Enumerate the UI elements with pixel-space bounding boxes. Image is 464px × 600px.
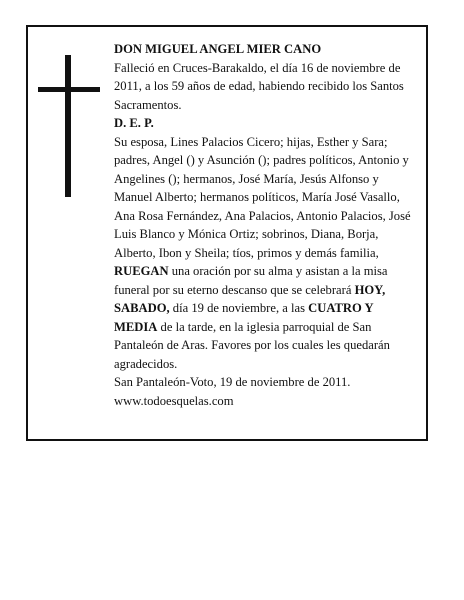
time-bold: CUATRO Y MEDIA [114, 301, 374, 334]
funeral-request [114, 262, 414, 373]
cross-icon [38, 55, 100, 197]
obituary-text [114, 40, 414, 410]
cross-vertical-bar [65, 55, 71, 197]
request-text: una oración por su alma y asistan a la misa funeral por su eterno descanso que se celebrará [114, 264, 388, 297]
death-notice: Falleció en Cruces-Barakaldo, el día 16 de noviembre de 2011, a los 59 años de edad, habiendo recibido los Santos Sacramentos. [114, 60, 404, 112]
request-bold: RUEGAN [114, 264, 169, 278]
deceased-name: DON MIGUEL ANGEL MIER CANO [114, 42, 322, 56]
family-list: Su esposa, Lines Palacios Cicero; hijas, Esther y Sara; padres, Angel () y Asunción (); padres políticos, Antonio y Angelines (); hermanos, José María, Jesús Alfonso y Manuel Alberto; hermanos políticos, María José Vasallo, Ana Rosa Fernández, Ana Palacios, Antonio Palacios, José Luis Blanco y Mónica Ortiz; sobrinos, Diana, Borja, Alberto, Ibon y Sheila; tíos, primos y demás familia, [114, 134, 411, 260]
day-text: día 19 de noviembre, a las [169, 301, 309, 315]
obituary-notice [26, 25, 428, 441]
rest-in-peace: D. E. P. [114, 116, 154, 130]
day-bold: HOY, SABADO, [114, 282, 386, 315]
place-date: San Pantaleón-Voto, 19 de noviembre de 2011. [114, 375, 351, 389]
time-text: de la tarde, en la iglesia parroquial de San Pantaleón de Aras. Favores por los cuales les quedarán agradecidos. [114, 319, 390, 371]
cross-horizontal-bar [38, 87, 100, 92]
website-text: www.todoesquelas.com [114, 393, 234, 408]
